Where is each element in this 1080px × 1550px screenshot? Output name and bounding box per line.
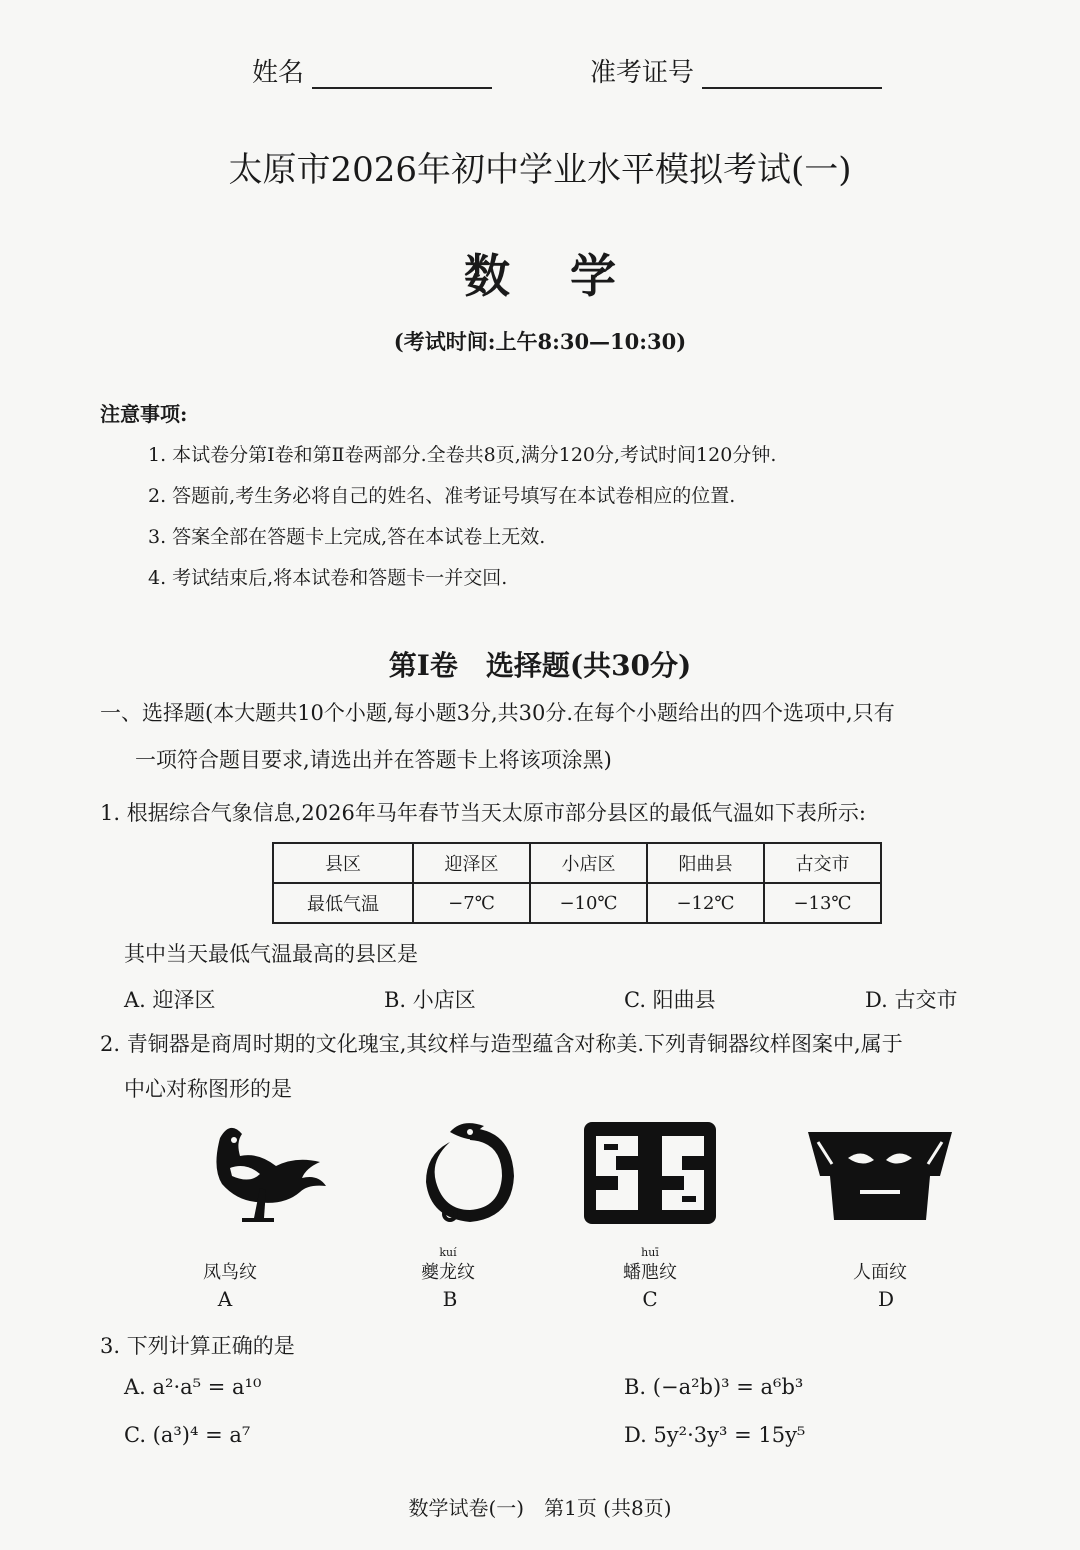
table-cell: −10℃ bbox=[530, 883, 647, 923]
table-cell: 迎泽区 bbox=[413, 843, 530, 883]
q1-question: 其中当天最低气温最高的县区是 bbox=[124, 942, 418, 966]
figure-caption-a: 凤鸟纹 bbox=[203, 1262, 257, 1283]
q2-stem-line1: 2. 青铜器是商周时期的文化瑰宝,其纹样与造型蕴含对称美.下列青铜器纹样图案中,属于 bbox=[100, 1032, 903, 1056]
q3-option-d[interactable]: D. 5y²·3y³ = 15y⁵ bbox=[624, 1423, 806, 1447]
coiled-serpent-pattern-image[interactable] bbox=[570, 1118, 730, 1228]
q3-stem: 3. 下列计算正确的是 bbox=[100, 1334, 295, 1358]
name-blank[interactable] bbox=[312, 61, 492, 89]
caption-pinyin: kuí bbox=[439, 1246, 457, 1259]
notes-heading: 注意事项: bbox=[100, 402, 188, 426]
q1-option-a[interactable]: A. 迎泽区 bbox=[124, 988, 216, 1012]
subject-title: 数学 bbox=[464, 249, 676, 303]
q2-stem-line2: 中心对称图形的是 bbox=[124, 1077, 292, 1101]
table-row bbox=[273, 883, 881, 923]
exam-title: 太原市2026年初中学业水平模拟考试(一) bbox=[228, 150, 852, 190]
figure-letter-b[interactable]: B bbox=[442, 1287, 458, 1311]
figure-letter-a[interactable]: A bbox=[217, 1287, 233, 1311]
note-item: 1. 本试卷分第Ⅰ卷和第Ⅱ卷两部分.全卷共8页,满分120分,考试时间120分钟. bbox=[148, 444, 777, 466]
table-cell: 阳曲县 bbox=[647, 843, 764, 883]
table-cell: 古交市 bbox=[764, 843, 881, 883]
section-title: 第Ⅰ卷 选择题(共30分) bbox=[388, 649, 692, 682]
phoenix-pattern-image[interactable] bbox=[190, 1118, 350, 1228]
instructions-line2: 一项符合题目要求,请选出并在答题卡上将该项涂黑) bbox=[135, 748, 612, 772]
table-cell: −12℃ bbox=[647, 883, 764, 923]
page-footer: 数学试卷(一) 第1页 (共8页) bbox=[408, 1496, 672, 1520]
table-cell: 最低气温 bbox=[273, 883, 413, 923]
figure-caption-c: 蟠虺纹 bbox=[623, 1262, 677, 1283]
figure-caption-b: 夔龙纹 bbox=[421, 1262, 475, 1283]
q1-option-c[interactable]: C. 阳曲县 bbox=[624, 988, 716, 1012]
figure-letter-c[interactable]: C bbox=[642, 1287, 658, 1311]
exam-time: (考试时间:上午8:30—10:30) bbox=[393, 329, 687, 354]
q3-option-b[interactable]: B. (−a²b)³ = a⁶b³ bbox=[624, 1375, 804, 1399]
figure-caption-d: 人面纹 bbox=[853, 1262, 907, 1283]
name-field[interactable] bbox=[252, 52, 492, 89]
q3-option-c[interactable]: C. (a³)⁴ = a⁷ bbox=[124, 1423, 251, 1447]
table-cell: 县区 bbox=[273, 843, 413, 883]
kui-dragon-pattern-image[interactable] bbox=[390, 1118, 550, 1228]
caption-pinyin: huī bbox=[641, 1246, 659, 1259]
table-row bbox=[273, 843, 881, 883]
table-cell: −7℃ bbox=[413, 883, 530, 923]
human-face-pattern-image[interactable] bbox=[800, 1118, 960, 1228]
temperature-table bbox=[272, 842, 882, 924]
ticket-blank[interactable] bbox=[702, 61, 882, 89]
table-cell: −13℃ bbox=[764, 883, 881, 923]
ticket-field[interactable] bbox=[590, 52, 882, 89]
q3-option-a[interactable]: A. a²·a⁵ = a¹⁰ bbox=[124, 1375, 262, 1399]
instructions-line1: 一、选择题(本大题共10个小题,每小题3分,共30分.在每个小题给出的四个选项中,只有 bbox=[100, 701, 895, 725]
ticket-label: 准考证号 bbox=[590, 58, 695, 88]
q1-option-b[interactable]: B. 小店区 bbox=[384, 988, 476, 1012]
note-item: 2. 答题前,考生务必将自己的姓名、准考证号填写在本试卷相应的位置. bbox=[148, 485, 736, 507]
q1-stem: 1. 根据综合气象信息,2026年马年春节当天太原市部分县区的最低气温如下表所示: bbox=[100, 801, 866, 825]
note-item: 3. 答案全部在答题卡上完成,答在本试卷上无效. bbox=[148, 526, 546, 548]
note-item: 4. 考试结束后,将本试卷和答题卡一并交回. bbox=[148, 567, 508, 589]
name-label: 姓名 bbox=[252, 58, 305, 88]
figure-letter-d[interactable]: D bbox=[877, 1287, 895, 1311]
table-cell: 小店区 bbox=[530, 843, 647, 883]
q1-option-d[interactable]: D. 古交市 bbox=[865, 988, 958, 1012]
